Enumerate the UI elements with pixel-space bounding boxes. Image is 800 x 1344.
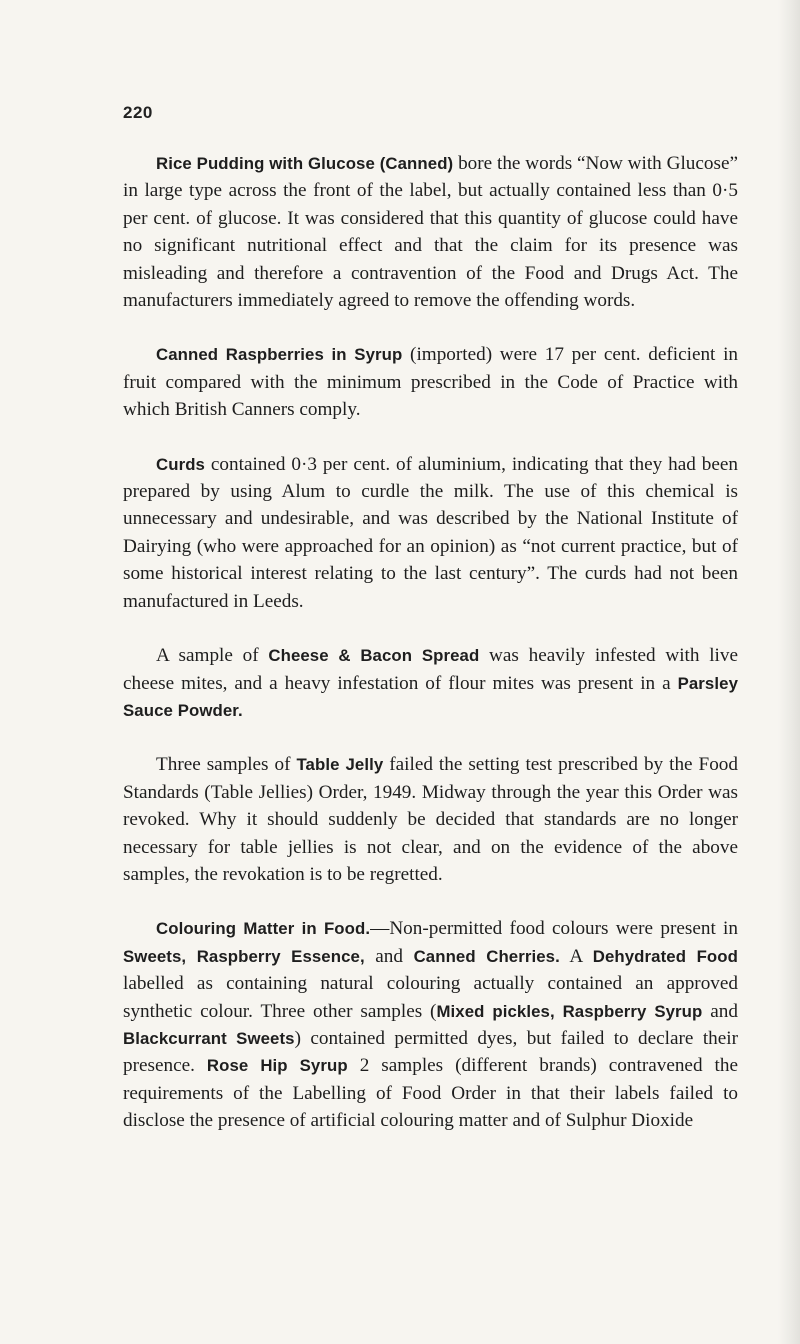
text-segment: A [559, 945, 593, 967]
text-segment: —Non-permitted food colours were present in [370, 918, 738, 940]
heading-table-jelly: Table Jelly [296, 755, 384, 775]
heading-colouring-matter: Colouring Matter in Food. [156, 919, 371, 939]
text-segment: and [702, 1000, 738, 1022]
paragraph-canned-raspberries [123, 341, 738, 423]
page-number: 220 [123, 103, 153, 122]
paragraph-colouring-matter [123, 915, 738, 1134]
paragraph-cheese-bacon [123, 642, 738, 724]
heading-cheese-bacon-spread: Cheese & Bacon Spread [268, 646, 480, 666]
text-segment: was heavily infested with live cheese mites, and a heavy infestation of flour mites was present in a [123, 645, 738, 694]
heading-canned-cherries: Canned Cherries. [413, 946, 560, 966]
body-text [123, 150, 738, 1162]
paragraph-table-jelly [123, 751, 738, 888]
heading-canned-raspberries: Canned Raspberries in Syrup [156, 345, 403, 365]
text-segment: 2 samples (different brands) contravened the requirements of the Labelling of Food Order in that their labels failed to disclose the presence of artificial colouring matter and of Sulphur Dioxide [123, 1055, 738, 1132]
paragraph-rice-pudding [123, 150, 738, 314]
heading-rose-hip-syrup: Rose Hip Syrup [206, 1056, 348, 1076]
heading-rice-pudding: Rice Pudding with Glucose (Canned) [156, 154, 454, 173]
text-segment: and [364, 945, 414, 967]
heading-sweets-raspberry-essence: Sweets, Raspberry Essence, [123, 946, 365, 966]
heading-dehydrated-food: Dehydrated Food [592, 946, 738, 966]
text-segment: (imported) were 17 per cent. deficient in fruit compared with the minimum prescribed in the Code of Practice with which British Canners comply. [123, 344, 738, 421]
text-segment: ) contained permitted dyes, but failed to declare their presence. [123, 1027, 738, 1077]
heading-parsley-sauce: Parsley Sauce Powder. [123, 673, 738, 720]
paragraph-curds [123, 451, 738, 615]
heading-blackcurrant-sweets: Blackcurrant Sweets [123, 1028, 295, 1048]
page-edge-shadow [778, 0, 800, 1344]
text-segment: Three samples of [156, 754, 297, 776]
heading-curds: Curds [156, 454, 205, 474]
heading-mixed-pickles: Mixed pickles, Raspberry Syrup [436, 1001, 703, 1021]
text-segment: labelled as containing natural colouring actually contained an approved synthetic colour. Three other samples ( [123, 973, 738, 1022]
text-segment: failed the setting test prescribed by the Food Standards (Table Jellies) Order, 1949. Midway through the year this Order was revoked. Why it should suddenly be decided that standards are no longer necessary for table jellies is not clear, and on the evidence of the above samples, the revokation is to be regretted. [123, 754, 738, 885]
text-segment: bore the words “Now with Glucose” in large type across the front of the label, but actually contained less than 0·5 per cent. of glucose. It was considered that this quantity of glucose could have no significant nutritional effect and that the claim for its presence was misleading and therefore a contravention of the Food and Drugs Act. The manufacturers immediately agreed to remove the offending words. [123, 153, 738, 312]
text-segment: contained 0·3 per cent. of aluminium, indicating that they had been prepared by using Alum to curdle the milk. The use of this chemical is unnecessary and undesirable, and was described by the National Institute of Dairying (who were approached for an opinion) as “not current practice, but of some historical interest relating to the last century”. The curds had not been manufactured in Leeds. [123, 453, 738, 612]
text-segment: A sample of [156, 645, 269, 667]
